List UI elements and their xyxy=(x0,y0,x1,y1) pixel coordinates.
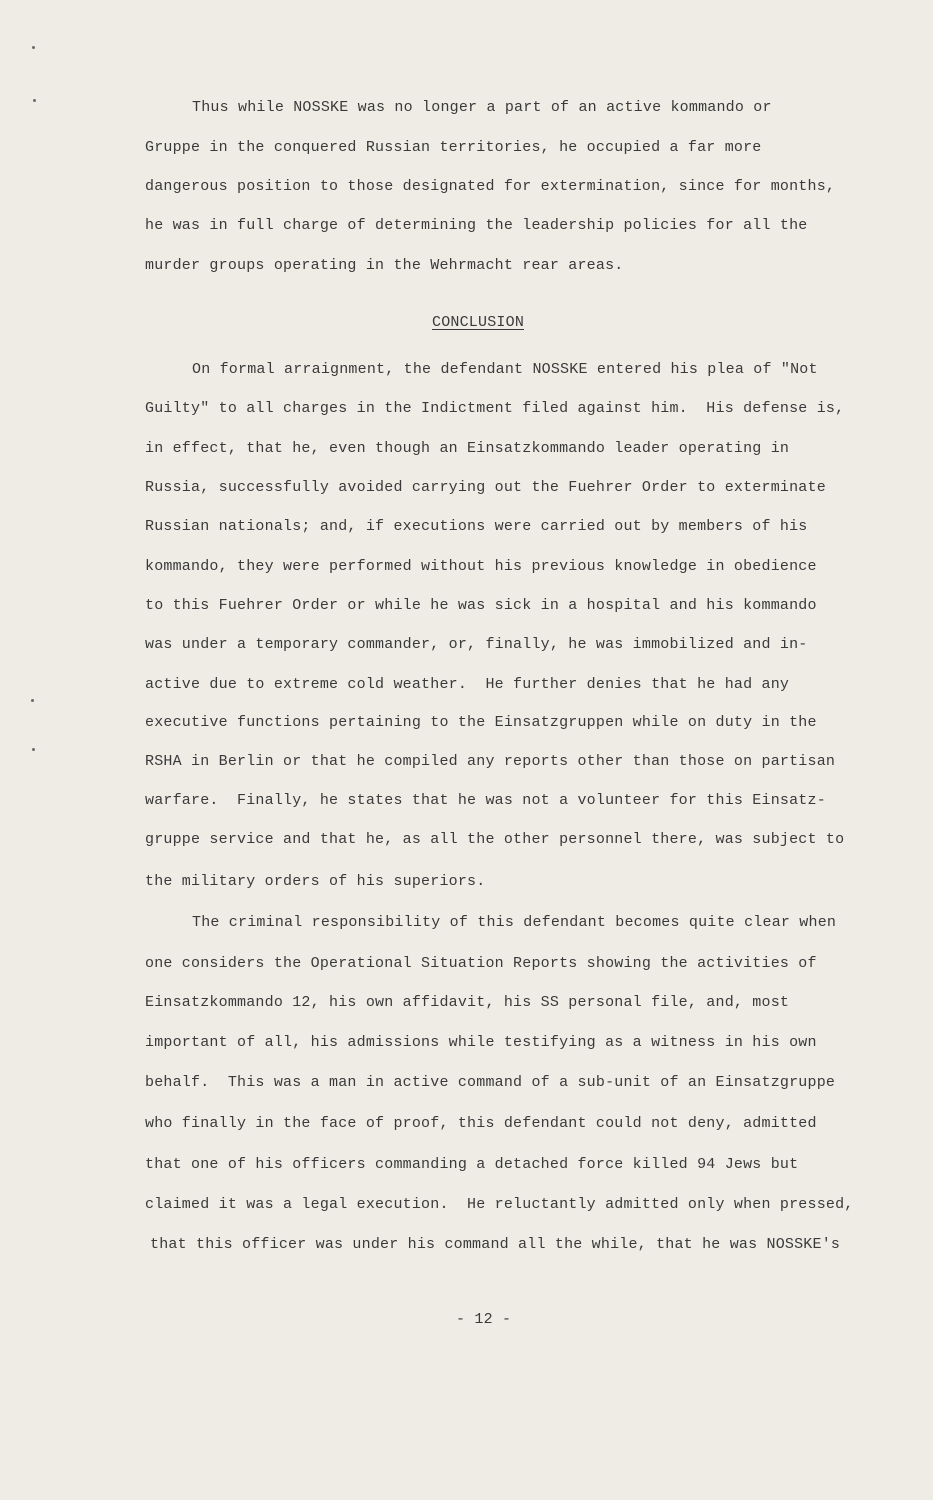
paragraph-line: one considers the Operational Situation Reports showing the activities of xyxy=(145,955,817,972)
paragraph-line: Einsatzkommando 12, his own affidavit, his SS personal file, and, most xyxy=(145,994,790,1011)
paragraph-line: that one of his officers commanding a detached force killed 94 Jews but xyxy=(145,1156,799,1173)
paragraph-line: Russia, successfully avoided carrying out the Fuehrer Order to exterminate xyxy=(145,479,826,496)
paragraph-line: Russian nationals; and, if executions were carried out by members of his xyxy=(145,518,808,535)
paragraph-line: was under a temporary commander, or, finally, he was immobilized and in- xyxy=(145,636,808,653)
paragraph-line: On formal arraignment, the defendant NOSSKE entered his plea of "Not xyxy=(192,361,818,378)
paragraph-line: important of all, his admissions while testifying as a witness in his own xyxy=(145,1034,817,1051)
paragraph-line: who finally in the face of proof, this defendant could not deny, admitted xyxy=(145,1115,817,1132)
paragraph-line: kommando, they were performed without his previous knowledge in obedience xyxy=(145,558,817,575)
paragraph-line: active due to extreme cold weather. He further denies that he had any xyxy=(145,676,790,693)
paragraph-line: to this Fuehrer Order or while he was sick in a hospital and his kommando xyxy=(145,597,817,614)
paragraph-line: that this officer was under his command all the while, that he was NOSSKE's xyxy=(150,1236,841,1253)
scan-speck xyxy=(32,748,35,751)
paragraph-line: executive functions pertaining to the Einsatzgruppen while on duty in the xyxy=(145,714,817,731)
page-number: - 12 - xyxy=(456,1311,512,1328)
paragraph-line: Gruppe in the conquered Russian territories, he occupied a far more xyxy=(145,139,762,156)
paragraph-line: murder groups operating in the Wehrmacht rear areas. xyxy=(145,257,624,274)
paragraph-line: Thus while NOSSKE was no longer a part of an active kommando or xyxy=(192,99,772,116)
paragraph-line: he was in full charge of determining the leadership policies for all the xyxy=(145,217,808,234)
paragraph-line: gruppe service and that he, as all the other personnel there, was subject to xyxy=(145,831,845,848)
paragraph-line: behalf. This was a man in active command of a sub-unit of an Einsatzgruppe xyxy=(145,1074,836,1091)
paragraph-line: claimed it was a legal execution. He reluctantly admitted only when pressed, xyxy=(145,1196,854,1213)
paragraph-line: Guilty" to all charges in the Indictment filed against him. His defense is, xyxy=(145,400,845,417)
paragraph-line: warfare. Finally, he states that he was not a volunteer for this Einsatz- xyxy=(145,792,826,809)
paragraph-line: RSHA in Berlin or that he compiled any reports other than those on partisan xyxy=(145,753,836,770)
paragraph-line: The criminal responsibility of this defendant becomes quite clear when xyxy=(192,914,837,931)
section-heading: CONCLUSION xyxy=(432,314,525,331)
paragraph-line: the military orders of his superiors. xyxy=(145,873,486,890)
paragraph-line: in effect, that he, even though an Einsatzkommando leader operating in xyxy=(145,440,790,457)
scan-speck xyxy=(31,699,34,702)
paragraph-line: dangerous position to those designated for extermination, since for months, xyxy=(145,178,836,195)
